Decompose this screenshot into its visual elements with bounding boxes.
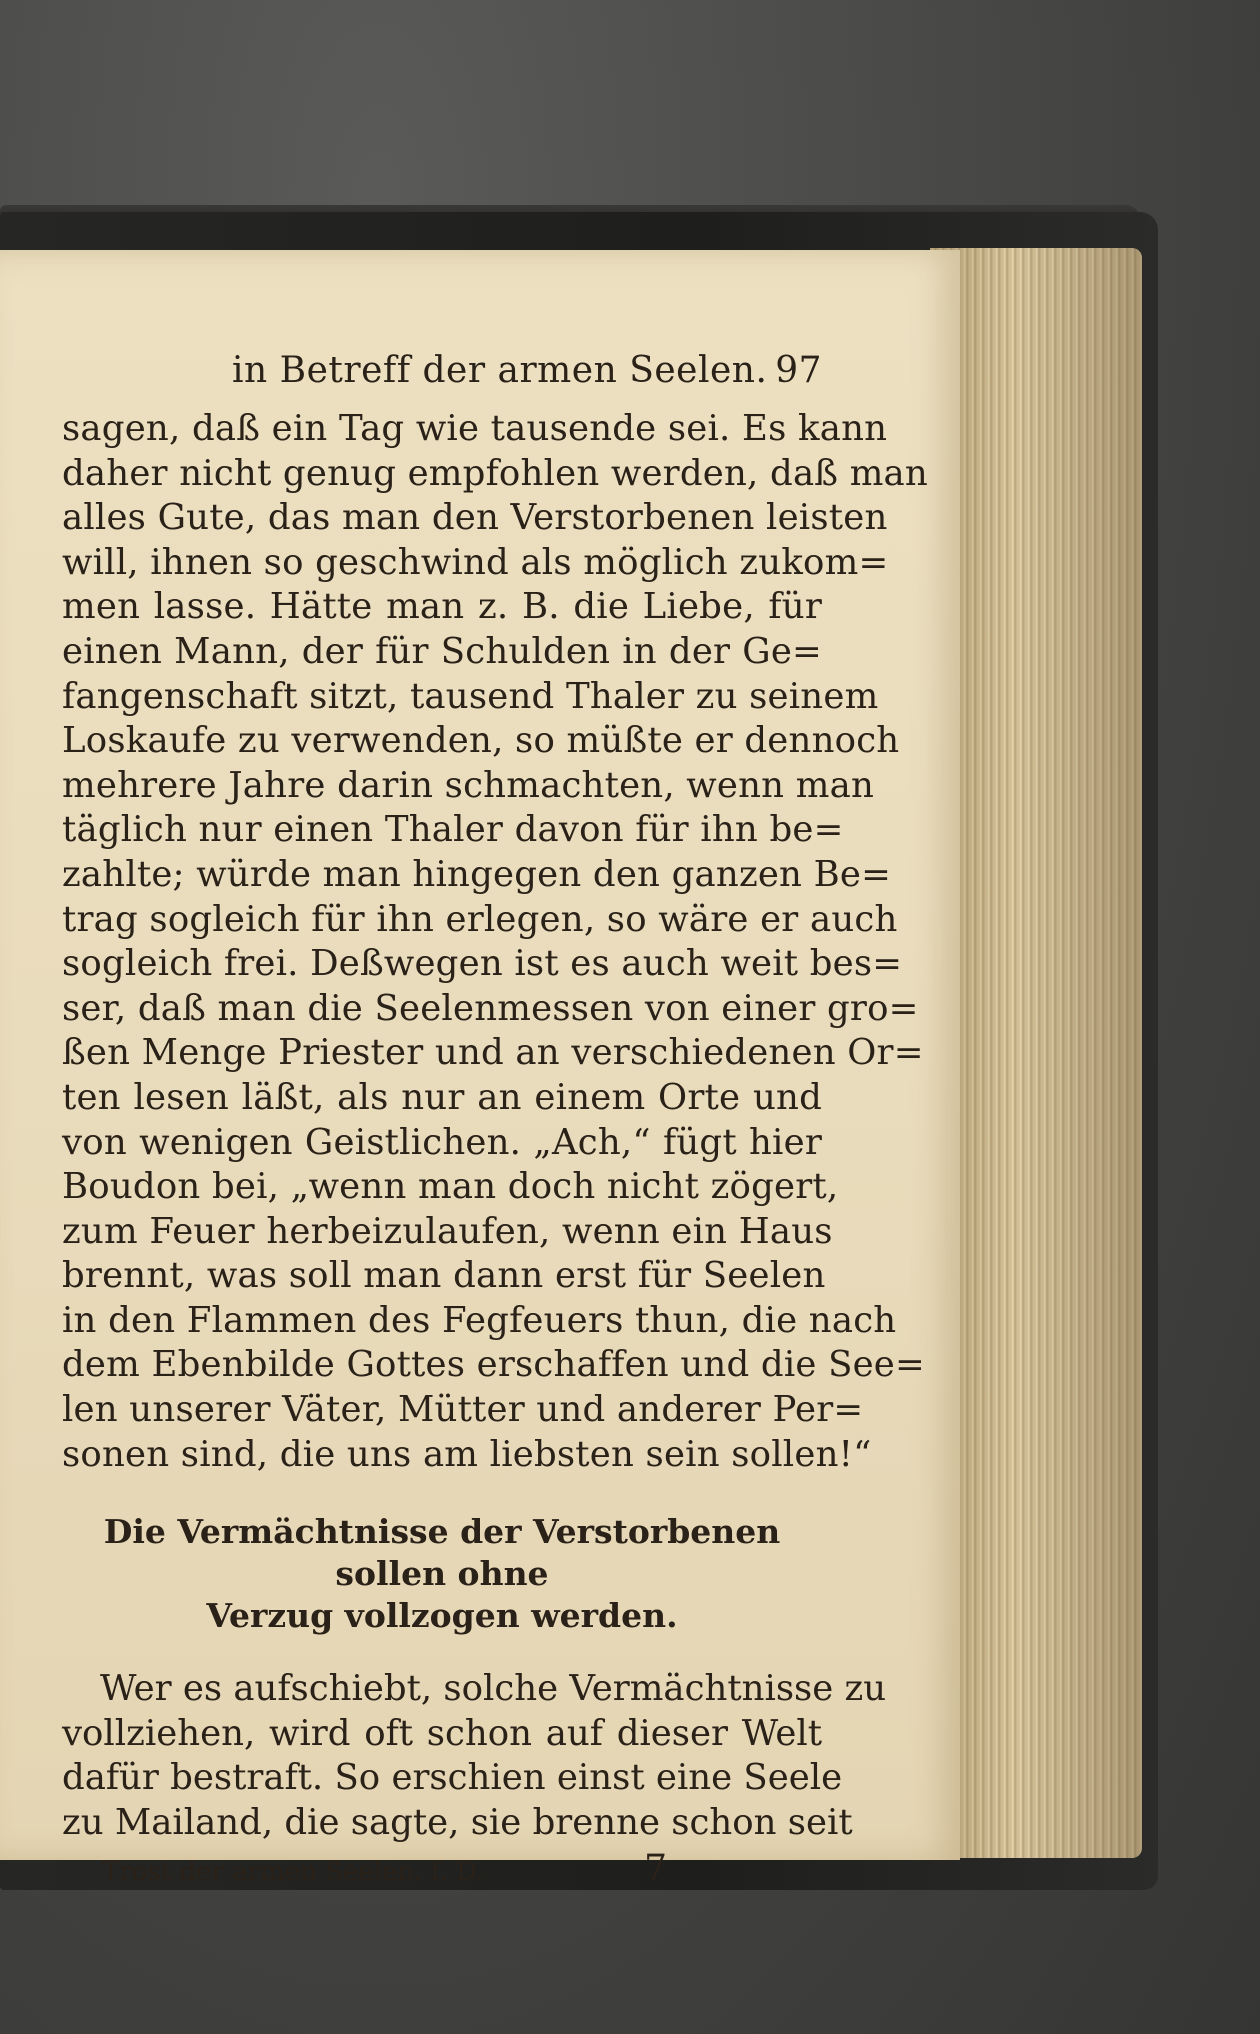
text-line: zum Feuer herbeizulaufen, wenn ein Haus bbox=[62, 1210, 833, 1252]
text-line: fangenschaft sitzt, tausend Thaler zu seinem bbox=[62, 675, 879, 717]
page-number: 97 bbox=[775, 350, 822, 391]
text-line: zahlte; würde man hingegen den ganzen Be= bbox=[62, 853, 892, 895]
text-line: Boudon bei, „wenn man doch nicht zögert, bbox=[62, 1166, 839, 1208]
paragraph-1 bbox=[62, 407, 928, 1477]
text-line: mehrere Jahre darin schmachten, wenn man bbox=[62, 764, 875, 806]
text-line: vollziehen, wird oft schon auf dieser Welt bbox=[62, 1712, 822, 1754]
text-line: dem Ebenbilde Gottes erschaffen und die See= bbox=[62, 1344, 925, 1386]
page-footer bbox=[62, 1848, 822, 1889]
text-line: brennt, was soll man dann erst für Seelen bbox=[62, 1255, 826, 1297]
text-line: in den Flammen des Fegfeuers thun, die nach bbox=[62, 1299, 897, 1341]
running-head bbox=[62, 350, 822, 391]
text-line: ßen Menge Priester und an verschiedenen Or= bbox=[62, 1032, 924, 1074]
text-line: dafür bestraft. So erschien einst eine Seele bbox=[62, 1757, 843, 1799]
text-line: daher nicht genug empfohlen werden, daß man bbox=[62, 452, 928, 494]
text-line: alles Gute, das man den Verstorbenen leisten bbox=[62, 497, 888, 539]
running-head-title: in Betreff der armen Seelen. bbox=[232, 350, 768, 391]
footer-text: Trost der armen Seelen. f. D. bbox=[102, 1856, 485, 1887]
text-line: Loskaufe zu verwenden, so müßte er dennoch bbox=[62, 720, 900, 762]
section-heading bbox=[62, 1511, 822, 1637]
text-line: von wenigen Geistlichen. „Ach,“ fügt hier bbox=[62, 1121, 822, 1163]
signature-mark: 7 bbox=[644, 1847, 668, 1889]
section-heading-line-1: Die Vermächtnisse der Verstorbenen sollen ohne bbox=[103, 1512, 781, 1594]
page-content bbox=[62, 350, 928, 1889]
text-line: ten lesen läßt, als nur an einem Orte und bbox=[62, 1076, 822, 1118]
book-page bbox=[0, 250, 960, 1889]
paragraph-2 bbox=[62, 1667, 887, 1845]
text-line: trag sogleich für ihn erlegen, so wäre er auch bbox=[62, 898, 898, 940]
text-line: sonen sind, die uns am liebsten sein sollen!“ bbox=[62, 1433, 872, 1475]
text-line: Wer es aufschiebt, solche Vermächtnisse zu bbox=[100, 1668, 887, 1710]
section-heading-line-2: Verzug vollzogen werden. bbox=[206, 1596, 678, 1636]
text-line: sogleich frei. Deßwegen ist es auch weit bes= bbox=[62, 943, 903, 985]
text-line: täglich nur einen Thaler davon für ihn be= bbox=[62, 809, 844, 851]
page-edges-shade bbox=[930, 248, 1142, 1858]
text-line: will, ihnen so geschwind als möglich zukom= bbox=[62, 541, 889, 583]
text-line: sagen, daß ein Tag wie tausende sei. Es kann bbox=[62, 408, 888, 449]
text-line: zu Mailand, die sagte, sie brenne schon seit bbox=[62, 1802, 853, 1844]
text-line: men lasse. Hätte man z. B. die Liebe, für bbox=[62, 586, 822, 628]
text-line: einen Mann, der für Schulden in der Ge= bbox=[62, 630, 822, 672]
text-line: len unserer Väter, Mütter und anderer Per= bbox=[62, 1389, 864, 1431]
text-line: ser, daß man die Seelenmessen von einer gro= bbox=[62, 987, 919, 1029]
